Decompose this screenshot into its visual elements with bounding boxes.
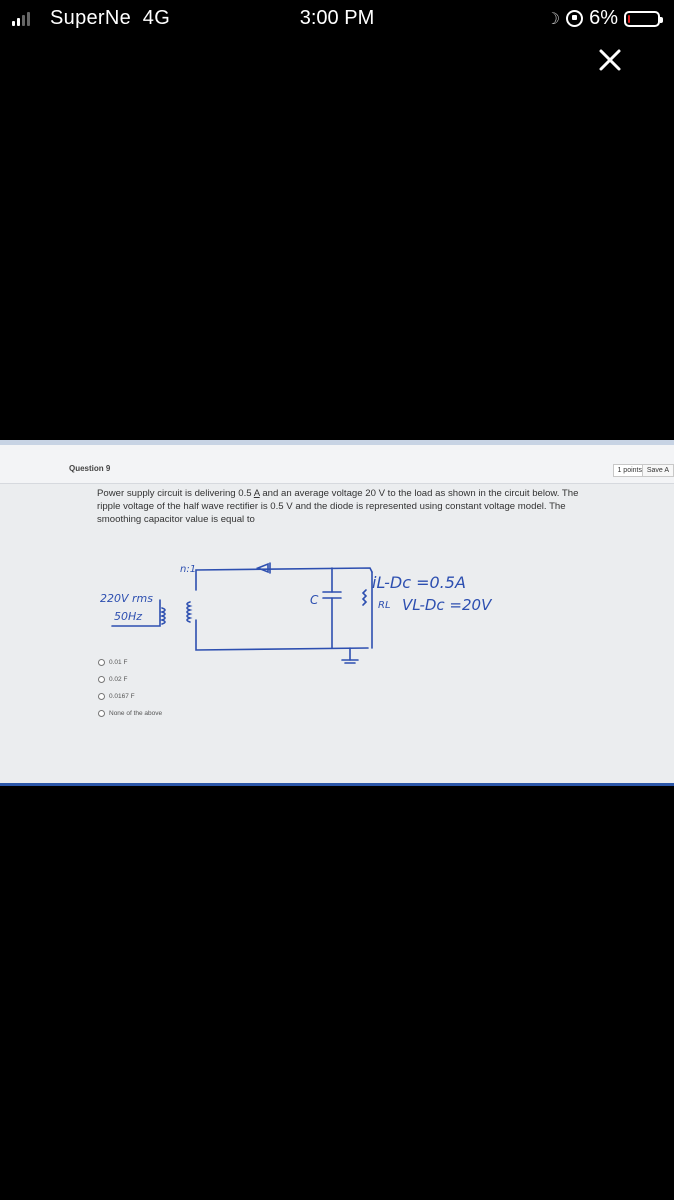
capacitor-label: C [310,593,319,607]
load-voltage-note: VL-Dc =20V [402,596,492,614]
status-right-group [546,7,660,30]
battery-level [628,15,630,23]
question-text-part2: and an average voltage 20 V to the load as shown in the circuit below. The ripple voltage of the half wave rectifier is 0.5 V and the diode is represented using constant voltage model. The smoothing capacitor value is equal to [97,488,579,525]
ratio-label: n:1 [180,564,197,575]
top-wire [196,568,372,590]
question-label: Question 9 [69,464,111,473]
load-label: RL [378,600,391,611]
resistor-icon [363,590,366,605]
close-icon [594,44,626,76]
source-voltage-label: 220V rms [100,592,153,605]
option-label: 0.01 F [109,658,128,666]
answer-option[interactable] [98,656,162,668]
question-text [97,487,597,526]
bottom-wire [196,620,368,650]
close-button[interactable] [594,44,626,76]
circuit-diagram [100,550,560,670]
question-screenshot-image [0,440,674,786]
save-answer-button[interactable]: Save A [642,464,674,477]
radio-button[interactable] [98,676,105,683]
battery-icon [624,11,660,27]
status-bar [0,0,674,40]
network-type: 4G [142,7,171,29]
secondary-coil [187,602,190,622]
moon-icon: ☽ [545,10,561,28]
radio-button[interactable] [98,659,105,666]
primary-coil [162,608,165,624]
answer-options [98,656,162,724]
diode-icon [258,564,268,572]
radio-button[interactable] [98,710,105,717]
answer-option[interactable] [98,690,162,702]
orientation-lock-icon [566,10,583,27]
status-time: 3:00 PM [299,7,375,29]
answer-option[interactable] [98,673,162,685]
battery-percent: 6% [589,7,618,29]
radio-button[interactable] [98,693,105,700]
question-text-unit: A [253,488,260,499]
carrier-name: SuperNe [50,7,132,29]
load-current-note: iL-Dc =0.5A [372,573,466,592]
bottom-border [0,783,674,786]
option-label: None of the above [109,709,163,717]
answer-option[interactable] [98,707,162,719]
question-header [0,445,674,484]
source-frequency-label: 50Hz [114,610,143,623]
option-label: 0.0167 F [109,692,135,700]
points-badge: 1 points [613,464,646,477]
question-text-part1: Power supply circuit is delivering 0.5 [97,488,254,499]
option-label: 0.02 F [109,675,128,683]
